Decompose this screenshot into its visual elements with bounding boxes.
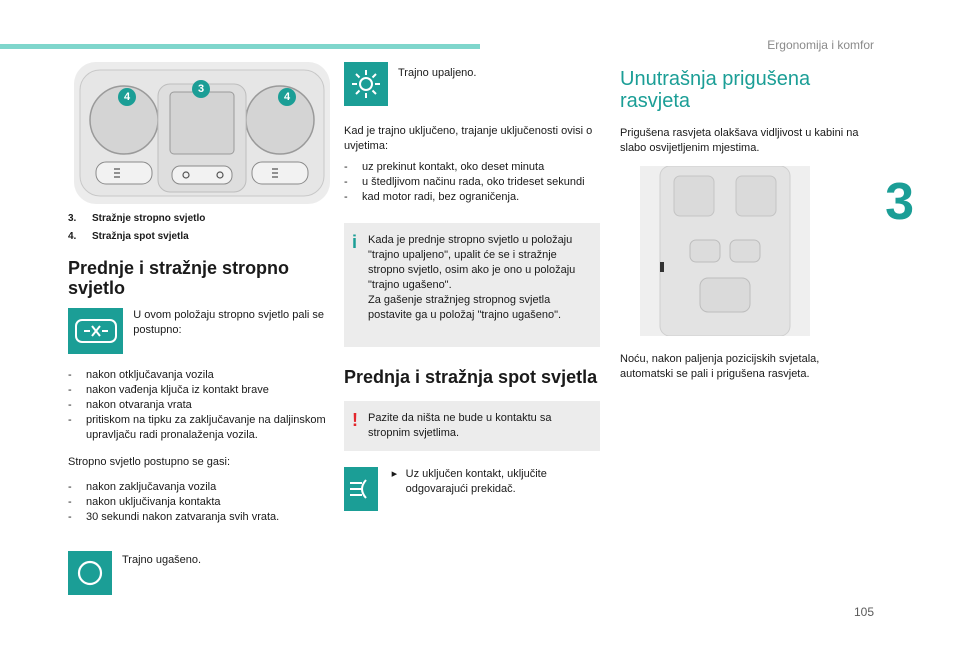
- info-note: i Kada je prednje stropno svjetlo u položaju "trajno upaljeno", upalit će se i stražnje stropno svjetlo, osim ako je ono u položaju "trajno ugašeno". Za gašenje stražnjeg stropnog svjetla postavite ga u položaj "trajno ugašeno".: [344, 223, 600, 347]
- off-conditions-list: [68, 480, 330, 525]
- flag-bullet-icon: ▸: [391, 468, 398, 480]
- duration-intro: Kad je trajno uključeno, trajanje uključenosti ovisi o uvjetima:: [344, 125, 593, 152]
- callout-right: 4: [278, 88, 296, 106]
- section-title: Ergonomija i komfor: [767, 38, 874, 52]
- column-right: [620, 68, 868, 382]
- list-item: - uz prekinut kontakt, oko deset minuta: [344, 160, 600, 175]
- caption-4: 4. Stražnja spot svjetla: [68, 231, 189, 242]
- list-item: - 30 sekundi nakon zatvaranja svih vrata.: [68, 510, 330, 525]
- list-item: - nakon otvaranja vrata: [68, 398, 330, 413]
- on-mode-label: Trajno upaljeno.: [398, 67, 477, 79]
- ambient-intro: Prigušena rasvjeta olakšava vidljivost u kabini na slabo osvijetljenim mjestima.: [620, 127, 859, 154]
- spot-light-icon: [344, 467, 378, 511]
- info-icon: i: [352, 232, 358, 252]
- list-item: - nakon otključavanja vozila: [68, 368, 330, 383]
- column-middle: [344, 62, 600, 511]
- caption-list: [68, 210, 330, 246]
- caption-3: 3. Stražnje stropno svjetlo: [68, 213, 206, 224]
- top-accent-bar: [0, 44, 480, 49]
- ambient-lighting-illustration: [640, 166, 810, 336]
- page-number: 105: [853, 605, 874, 619]
- heading-spot-lights: Prednja i stražnja spot svjetla: [344, 367, 598, 387]
- list-item: - nakon zaključavanja vozila: [68, 480, 330, 495]
- heading-ceiling-light: Prednje i stražnje stropno svjetlo: [68, 258, 290, 298]
- door-mode-icon: [68, 308, 123, 354]
- off-intro: Stropno svjetlo postupno se gasi:: [68, 456, 231, 468]
- on-conditions-list: [68, 368, 330, 443]
- on-mode-row: [344, 62, 600, 106]
- callout-center: 3: [192, 80, 210, 98]
- list-item: - nakon vađenja ključa iz kontakt brave: [68, 383, 330, 398]
- list-item: - kad motor radi, bez ograničenja.: [344, 190, 600, 205]
- list-item: - pritiskom na tipku za zaključavanje na daljinskom upravljaču radi pronalaženja vozila.: [68, 413, 330, 443]
- door-mode-row: [68, 308, 330, 354]
- warning-note: ! Pazite da ništa ne bude u kontaktu sa stropnim svjetlima.: [344, 401, 600, 451]
- night-text: Noću, nakon paljenja pozicijskih svjetala, automatski se pali i prigušena rasvjeta.: [620, 353, 820, 380]
- off-mode-label: Trajno ugašeno.: [122, 554, 202, 566]
- ceiling-light-panel-illustration: [74, 62, 330, 204]
- column-left: [68, 62, 330, 595]
- off-mode-row: [68, 551, 330, 595]
- spot-switch-text: ▸ Uz uključen kontakt, uključite odgovarajući prekidač.: [391, 468, 547, 495]
- spot-switch-row: [344, 467, 600, 511]
- list-item: - nakon uključivanja kontakta: [68, 495, 330, 510]
- sun-light-icon: [344, 62, 388, 106]
- warning-exclamation-icon: !: [352, 410, 358, 430]
- heading-ambient-lighting: Unutrašnja prigušena rasvjeta: [620, 68, 811, 112]
- off-circle-icon: [68, 551, 112, 595]
- callout-left: 4: [118, 88, 136, 106]
- list-item: - u štedljivom načinu rada, oko trideset sekundi: [344, 175, 600, 190]
- duration-list: [344, 160, 600, 205]
- door-mode-text: U ovom položaju stropno svjetlo pali se postupno:: [133, 309, 325, 336]
- chapter-number: 3: [885, 173, 914, 231]
